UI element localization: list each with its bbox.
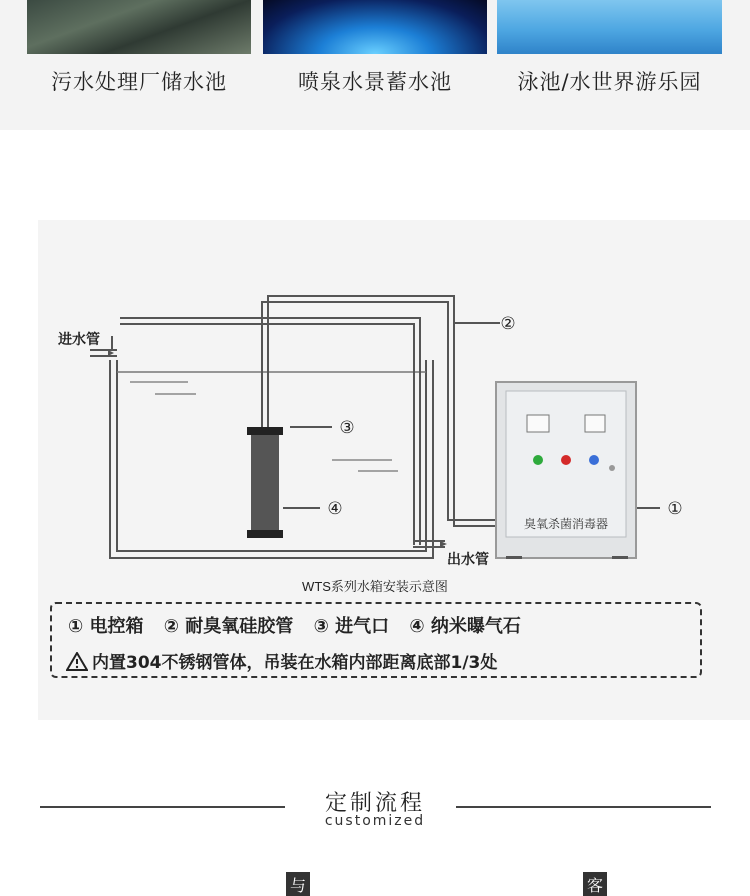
marker-4: ④ <box>327 499 343 519</box>
timer-icon <box>585 415 605 432</box>
diagram-caption: WTS系列水箱安装示意图 <box>302 579 448 594</box>
legend-item-air-inlet: ③ 进气口 <box>313 616 390 637</box>
aerator-cap <box>247 427 283 435</box>
power-switch-icon <box>609 465 615 471</box>
legend-item-aeration-stone: ④ 纳米曝气石 <box>409 616 521 637</box>
inlet-label: 进水管 <box>58 331 100 347</box>
outlet-label: 出水管 <box>447 551 489 567</box>
scene-caption-sewage: 污水处理厂储水池 <box>51 70 227 94</box>
section-subtitle: customized <box>324 813 426 829</box>
marker-3: ③ <box>339 418 355 438</box>
process-step-tag: 与 <box>286 872 310 896</box>
stop-button-icon <box>561 455 571 465</box>
marker-2: ② <box>500 314 516 334</box>
process-step-tag: 客 <box>583 872 607 896</box>
scene-caption-fountain: 喷泉水景蓄水池 <box>298 70 452 94</box>
legend-box <box>50 602 702 678</box>
legend-note-text: 内置304不锈钢管体，吊装在水箱内部距离底部1/3处 <box>92 653 498 673</box>
scene-caption-pool: 泳池/水世界游乐园 <box>517 70 702 94</box>
legend-item-silicone-hose: ② 耐臭氧硅胶管 <box>163 616 294 637</box>
legend-note <box>66 648 497 673</box>
power-indicator-icon <box>589 455 599 465</box>
legend-item-control-box: ① 电控箱 <box>68 616 144 637</box>
warning-icon <box>66 652 88 671</box>
box-foot <box>612 556 628 559</box>
box-foot <box>506 556 522 559</box>
aerator-base <box>247 530 283 538</box>
legend-parts <box>68 612 535 638</box>
start-button-icon <box>533 455 543 465</box>
section-title: 定制流程 <box>324 791 425 816</box>
marker-1: ① <box>667 499 683 519</box>
machine-label: 臭氧杀菌消毒器 <box>523 517 609 531</box>
ammeter-icon <box>527 415 549 432</box>
aeration-stone <box>251 435 279 530</box>
